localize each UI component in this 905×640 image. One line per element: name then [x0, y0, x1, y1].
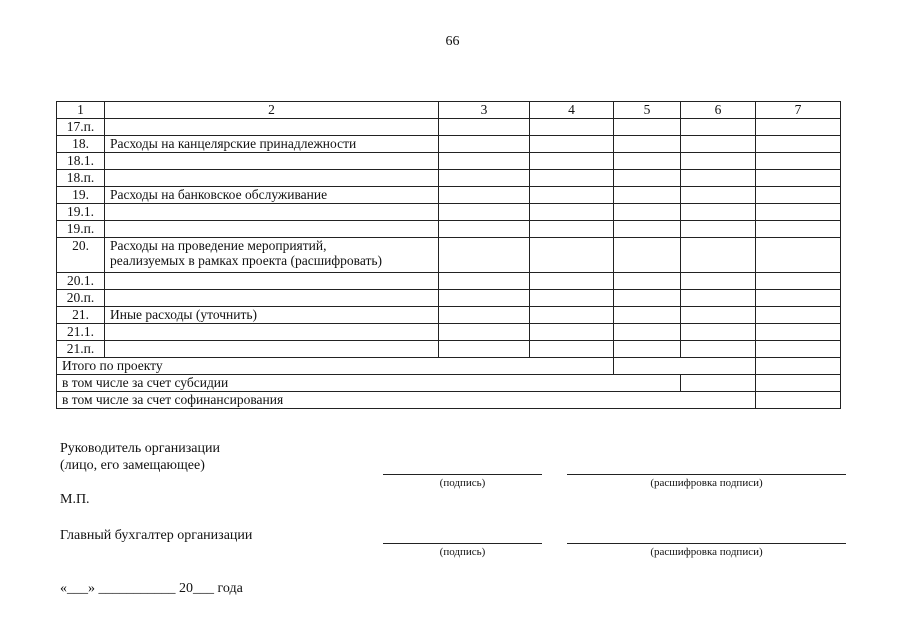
row-label [105, 273, 439, 290]
table-cell[interactable] [439, 238, 530, 273]
head-decoding-caption: (расшифровка подписи) [650, 477, 763, 489]
table-cell[interactable] [756, 341, 841, 358]
table-cell[interactable] [756, 290, 841, 307]
table-cell[interactable] [614, 307, 681, 324]
table-cell[interactable] [756, 136, 841, 153]
row-label [105, 170, 439, 187]
table-cell[interactable] [614, 341, 681, 358]
row-number: 19.1. [57, 204, 105, 221]
table-row [57, 187, 841, 204]
row-label [105, 153, 439, 170]
row-label: Иные расходы (уточнить) [105, 307, 439, 324]
table-cell[interactable] [756, 119, 841, 136]
table-cell[interactable] [439, 187, 530, 204]
table-cell[interactable] [439, 136, 530, 153]
table-cell[interactable] [439, 221, 530, 238]
head-signature-line[interactable] [383, 474, 542, 475]
table-cell [681, 375, 756, 392]
table-cell[interactable] [439, 170, 530, 187]
table-cell[interactable] [681, 221, 756, 238]
table-cell[interactable] [681, 187, 756, 204]
table-cell[interactable] [439, 204, 530, 221]
row-label [105, 221, 439, 238]
table-cell[interactable] [530, 204, 614, 221]
row-label [105, 324, 439, 341]
column-header: 5 [614, 102, 681, 119]
table-cell[interactable] [439, 273, 530, 290]
table-cell[interactable] [681, 307, 756, 324]
table-cell[interactable] [756, 273, 841, 290]
total-subsidy-label: в том числе за счет субсидии [57, 375, 681, 392]
row-label [105, 204, 439, 221]
table-cell[interactable] [614, 136, 681, 153]
row-number: 21. [57, 307, 105, 324]
table-cell[interactable] [439, 290, 530, 307]
table-cell[interactable] [681, 290, 756, 307]
stamp-label: М.П. [60, 492, 90, 507]
table-cell[interactable] [530, 136, 614, 153]
table-cell [614, 358, 756, 375]
column-header: 4 [530, 102, 614, 119]
table-row [57, 341, 841, 358]
table-cell[interactable] [530, 187, 614, 204]
table-row [57, 324, 841, 341]
table-cell[interactable] [530, 324, 614, 341]
table-cell[interactable] [439, 341, 530, 358]
row-number: 18. [57, 136, 105, 153]
table-cell[interactable] [681, 324, 756, 341]
accountant-decoding-line[interactable] [567, 543, 846, 544]
head-title: Руководитель организации [60, 441, 220, 456]
table-cell[interactable] [681, 204, 756, 221]
table-cell[interactable] [756, 204, 841, 221]
table-cell[interactable] [614, 324, 681, 341]
table-row [57, 273, 841, 290]
table-cell[interactable] [530, 238, 614, 273]
accountant-signature-line[interactable] [383, 543, 542, 544]
table-cell[interactable] [614, 204, 681, 221]
table-cell[interactable] [530, 119, 614, 136]
table-cell[interactable] [530, 153, 614, 170]
head-signature-caption: (подпись) [439, 477, 486, 489]
table-cell[interactable] [756, 324, 841, 341]
head-subtitle: (лицо, его замещающее) [60, 458, 205, 473]
row-number: 20.п. [57, 290, 105, 307]
table-cell[interactable] [530, 221, 614, 238]
row-number: 20. [57, 238, 105, 273]
table-cell[interactable] [614, 238, 681, 273]
table-cell[interactable] [756, 238, 841, 273]
table-cell[interactable] [756, 307, 841, 324]
head-decoding-line[interactable] [567, 474, 846, 475]
table-cell[interactable] [681, 119, 756, 136]
table-cell[interactable] [614, 273, 681, 290]
table-row [57, 119, 841, 136]
table-cell[interactable] [681, 238, 756, 273]
table-row [57, 307, 841, 324]
table-cell[interactable] [756, 170, 841, 187]
table-row [57, 170, 841, 187]
row-number: 21.1. [57, 324, 105, 341]
accountant-signature-caption: (подпись) [439, 546, 486, 558]
date-line[interactable]: «___» ___________ 20___ года [60, 581, 243, 596]
column-header: 1 [57, 102, 105, 119]
row-label [105, 119, 439, 136]
table-cell[interactable] [681, 341, 756, 358]
table-cell[interactable] [439, 119, 530, 136]
table-header-row [57, 102, 841, 119]
table-cell[interactable] [614, 187, 681, 204]
row-number: 19.п. [57, 221, 105, 238]
table-cell[interactable] [756, 187, 841, 204]
table-row [57, 136, 841, 153]
total-cofinancing-row [57, 392, 841, 409]
table-row [57, 221, 841, 238]
total-project-label: Итого по проекту [57, 358, 614, 375]
table-cell[interactable] [681, 153, 756, 170]
column-header: 6 [681, 102, 756, 119]
row-label: Расходы на канцелярские принадлежности [105, 136, 439, 153]
table-cell[interactable] [681, 136, 756, 153]
table-cell[interactable] [756, 153, 841, 170]
total-cofinancing-label: в том числе за счет софинансирования [57, 392, 756, 409]
table-cell[interactable] [439, 324, 530, 341]
table-row [57, 290, 841, 307]
row-label [105, 290, 439, 307]
row-number: 21.п. [57, 341, 105, 358]
row-number: 18.1. [57, 153, 105, 170]
table-row [57, 238, 841, 273]
total-subsidy-row [57, 375, 841, 392]
table-cell [756, 392, 841, 409]
table-cell[interactable] [614, 221, 681, 238]
table-cell[interactable] [530, 170, 614, 187]
expense-table [56, 101, 841, 409]
row-label: Расходы на проведение мероприятий, реализуемых в рамках проекта (расшифровать) [105, 238, 439, 273]
table-cell [756, 358, 841, 375]
table-cell[interactable] [530, 290, 614, 307]
table-cell[interactable] [614, 170, 681, 187]
table-cell[interactable] [614, 153, 681, 170]
row-number: 17.п. [57, 119, 105, 136]
row-label [105, 341, 439, 358]
table-row [57, 204, 841, 221]
row-number: 18.п. [57, 170, 105, 187]
table-row [57, 153, 841, 170]
row-label: Расходы на банковское обслуживание [105, 187, 439, 204]
total-project-row [57, 358, 841, 375]
table-cell[interactable] [681, 273, 756, 290]
table-cell[interactable] [530, 273, 614, 290]
page-number: 66 [445, 34, 460, 49]
table-cell[interactable] [681, 170, 756, 187]
column-header: 7 [756, 102, 841, 119]
table-cell[interactable] [756, 221, 841, 238]
column-header: 3 [439, 102, 530, 119]
table-cell[interactable] [530, 307, 614, 324]
table-cell[interactable] [530, 341, 614, 358]
table-cell [756, 375, 841, 392]
table-cell[interactable] [614, 290, 681, 307]
accountant-title: Главный бухгалтер организации [60, 528, 253, 543]
column-header: 2 [105, 102, 439, 119]
table-cell[interactable] [614, 119, 681, 136]
table-cell[interactable] [439, 153, 530, 170]
table-cell[interactable] [439, 307, 530, 324]
row-number: 19. [57, 187, 105, 204]
accountant-decoding-caption: (расшифровка подписи) [650, 546, 763, 558]
row-number: 20.1. [57, 273, 105, 290]
